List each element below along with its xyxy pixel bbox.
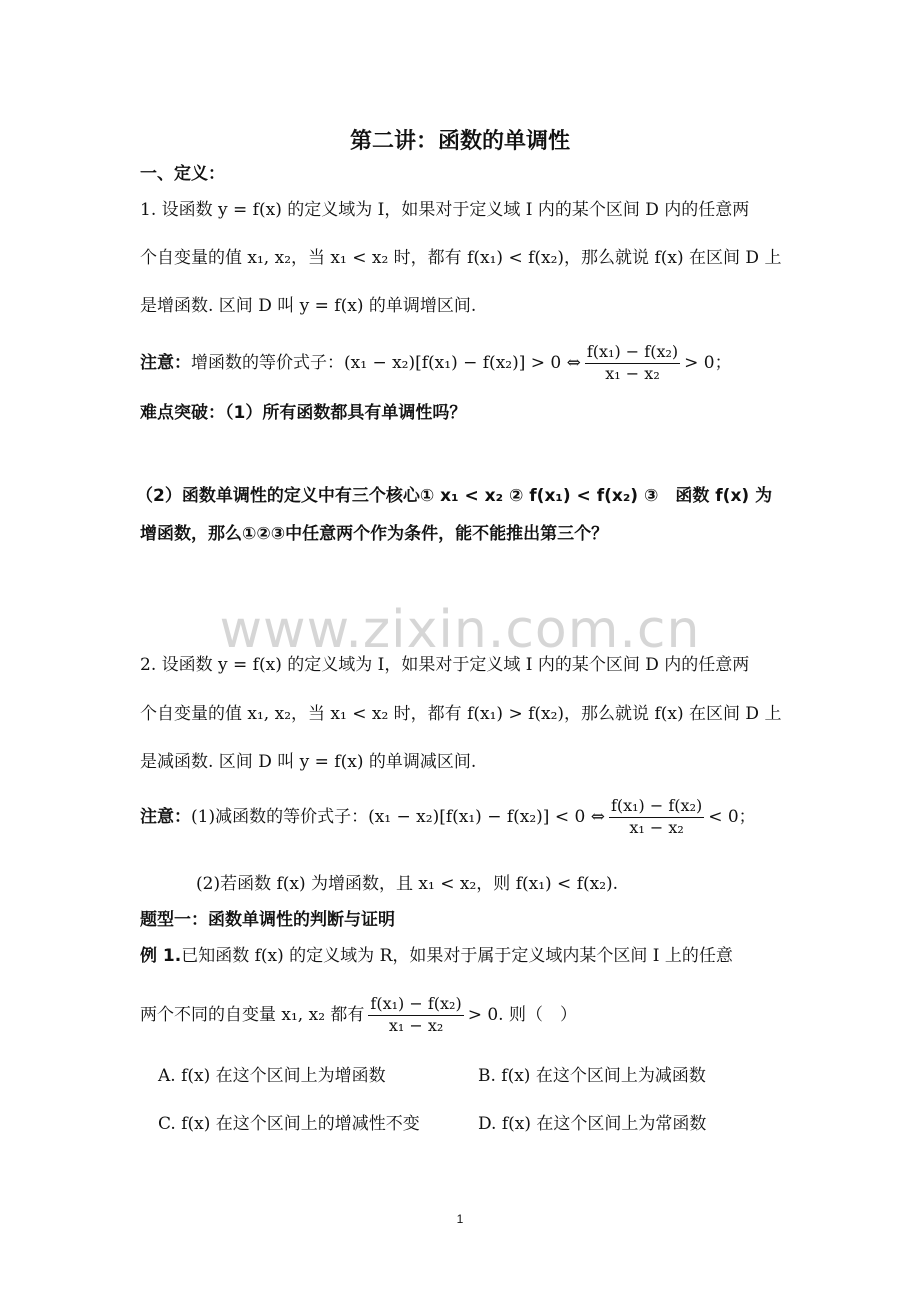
example-text-pre: 两个不同的自变量 x₁, x₂ 都有 [140,1004,365,1025]
section-heading: 一、定义： [140,164,225,184]
note-increasing [140,342,732,385]
difference-quotient-fraction [585,342,680,385]
definition-2-line-1: 2. 设函数 y = f(x) 的定义域为 I，如果对于定义域 I 内的某个区间 D 内的任意两 [140,655,750,675]
note-item-2: (2)若函数 f(x) 为增函数，且 x₁ < x₂，则 f(x₁) < f(x₂). [196,874,619,894]
option-b: B. f(x) 在这个区间上为减函数 [478,1066,706,1086]
example-label: 例 1. [140,946,182,966]
option-d: D. f(x) 在这个区间上为常函数 [478,1114,707,1134]
definition-1-line-3: 是增函数. 区间 D 叫 y = f(x) 的单调增区间. [140,296,477,316]
option-c: C. f(x) 在这个区间上的增减性不变 [158,1114,420,1134]
difficulty-question-1: 难点突破：（1）所有函数都具有单调性吗？ [140,403,467,423]
difficulty-question-2-line-2: 增函数，那么①②③中任意两个作为条件，能不能推出第三个？ [140,524,609,544]
fraction-denominator: x₁ − x₂ [368,1015,463,1037]
page-title: 第二讲：函数的单调性 [349,129,570,154]
example-1-line-1 [140,948,733,965]
definition-2-line-3: 是减函数. 区间 D 叫 y = f(x) 的单调减区间. [140,752,477,772]
fraction-numerator: f(x₁) − f(x₂) [370,994,462,1013]
note-text: (1)减函数的等价式子：(x₁ − x₂)[f(x₁) − f(x₂)] < 0 ⇔ [191,806,605,827]
fraction-denominator: x₁ − x₂ [609,817,704,839]
definition-2-line-2: 个自变量的值 x₁, x₂，当 x₁ < x₂ 时，都有 f(x₁) > f(x₂)，那么就说 f(x) 在区间 D 上 [140,704,782,724]
example-text-post: > 0. 则（ ） [467,1004,577,1025]
option-a: A. f(x) 在这个区间上为增函数 [158,1066,386,1086]
note-label: 注意： [140,352,191,373]
page-number: 1 [456,1212,464,1226]
definition-1-line-1: 1. 设函数 y = f(x) 的定义域为 I，如果对于定义域 I 内的某个区间 D 内的任意两 [140,200,750,220]
note-decreasing [140,796,756,839]
difference-quotient-fraction [368,994,463,1037]
note-label: 注意： [140,806,191,827]
difficulty-question-2-line-1: （2）函数单调性的定义中有三个核心① x₁ < x₂ ② f(x₁) < f(x₂) ③ 函数 f(x) 为 [136,486,773,506]
difference-quotient-fraction [609,796,704,839]
note-tail: < 0； [708,806,756,827]
fraction-numerator: f(x₁) − f(x₂) [586,342,679,361]
definition-1-line-2: 个自变量的值 x₁, x₂，当 x₁ < x₂ 时，都有 f(x₁) < f(x₂)，那么就说 f(x) 在区间 D 上 [140,248,782,268]
note-text: 增函数的等价式子：(x₁ − x₂)[f(x₁) − f(x₂)] > 0 ⇔ [191,352,581,373]
fraction-denominator: x₁ − x₂ [585,363,680,385]
watermark: www.zixin.com.cn [219,600,701,660]
question-type-heading: 题型一：函数单调性的判断与证明 [140,910,395,930]
example-text: 已知函数 f(x) 的定义域为 R，如果对于属于定义域内某个区间 I 上的任意 [181,946,733,966]
fraction-numerator: f(x₁) − f(x₂) [610,796,703,815]
note-tail: > 0； [684,352,732,373]
example-1-line-2 [140,994,577,1037]
